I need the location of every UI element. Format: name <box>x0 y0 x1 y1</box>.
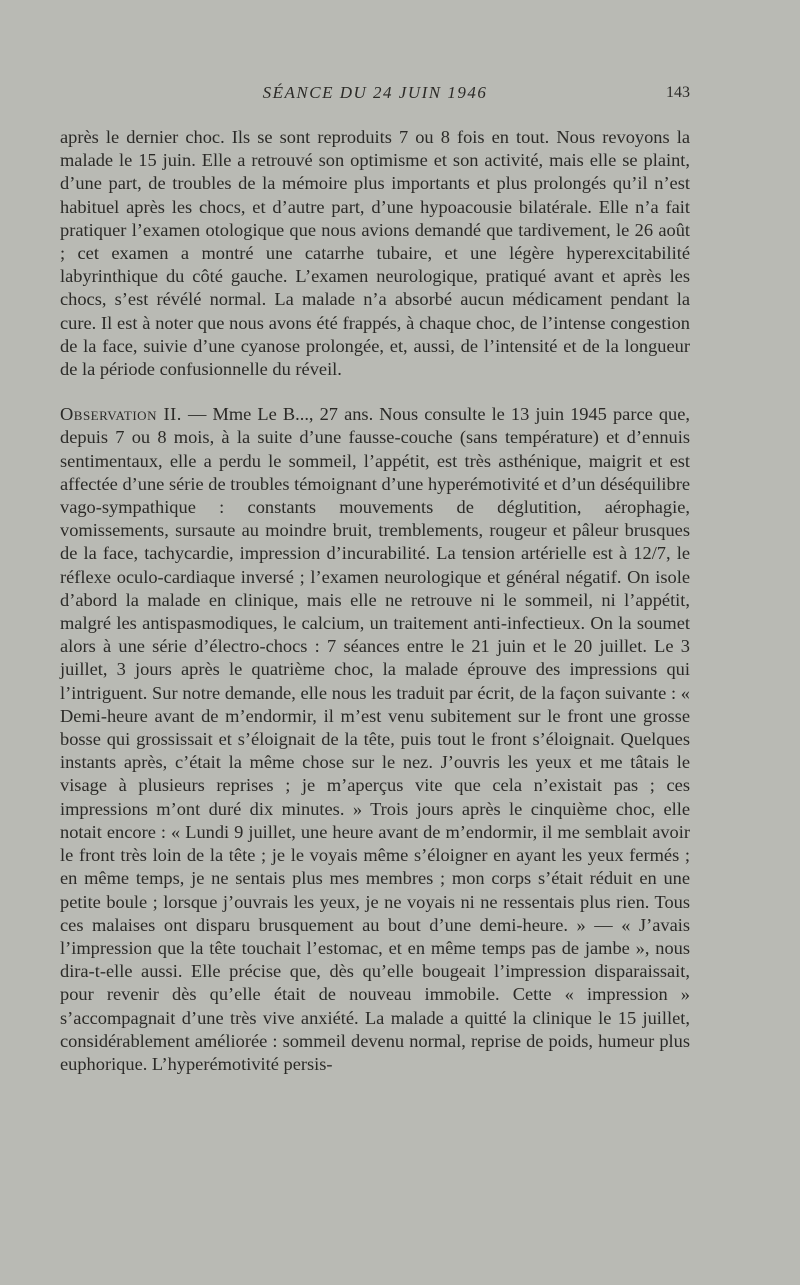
page-header <box>60 80 690 106</box>
page-number: 143 <box>666 84 690 101</box>
body-text <box>60 126 690 1076</box>
paragraph-continuation: après le dernier choc. Ils se sont reproduits 7 ou 8 fois en tout. Nous revoyons la malade le 15 juin. Elle a retrouvé son optimisme et son activité, mais elle se plaint, d’une part, de troubles de la mémoire plus importants et plus prolongés qu’il n’est habituel après les chocs, et d’autre part, d’une hypoacousie bilatérale. Elle n’a fait pratiquer l’examen otologique que nous avions demandé que tardivement, le 26 août ; cet examen a montré une catarrhe tubaire, et une légère hyperexcitabilité labyrinthique du côté gauche. L’examen neurologique, pratiqué avant et après les chocs, s’est révélé normal. La malade n’a absorbé aucun médicament pendant la cure. Il est à noter que nous avons été frappés, à chaque choc, de l’intense congestion de la face, suivie d’une cyanose prolongée, et, aussi, de l’intensité et de la longueur de la période confusionnelle du réveil. <box>60 127 690 380</box>
observation-label: Observation II. <box>60 404 182 425</box>
paragraph-observation-ii <box>60 403 690 1076</box>
running-title: SÉANCE DU 24 JUIN 1946 <box>262 83 488 102</box>
observation-text: — Mme Le B..., 27 ans. Nous consulte le 13 juin 1945 parce que, depuis 7 ou 8 mois, à la suite d’une fausse-couche (sans température) et d’ennuis sentimentaux, elle a perdu le sommeil, l’appétit, est très asthénique, maigrit et est affectée d’une série de troubles témoignant d’une hyperémotivité et d’un déséquilibre vago-sympathique : constants mouvements de déglutition, aérophagie, vomissements, sursaute au moindre bruit, tremblements, rougeur et pâleur brusques de la face, tachycardie, impression d’incurabilité. La tension artérielle est à 12/7, le réflexe oculo-cardiaque inversé ; l’examen neurologique et général négatif. On isole d’abord la malade en clinique, mais elle ne retrouve ni le sommeil, ni l’appétit, malgré les antispasmodiques, le calcium, un traitement anti-infectieux. On la soumet alors à une série d’électro-chocs : 7 séances entre le 21 juin et le 20 juillet. Le 3 juillet, 3 jours après le quatrième choc, la malade éprouve des impressions qui l’intriguent. Sur notre demande, elle nous les traduit par écrit, de la façon suivante : « Demi-heure avant de m’endormir, il m’est venu subitement sur le front une grosse bosse qui grossissait et s’éloignait de la tête, puis tout le front s’éloignait. Quelques instants après, c’était la même chose sur le nez. J’ouvris les yeux et me tâtais le visage à plusieurs reprises ; je m’aperçus vite que cela n’existait pas ; ces impressions m’ont duré dix minutes. » Trois jours après le cinquième choc, elle notait encore : « Lundi 9 juillet, une heure avant de m’endormir, il me semblait avoir le front très loin de la tête ; je le voyais même s’éloigner en ayant les yeux fermés ; en même temps, je ne sentais plus mes membres ; mon corps s’était réduit en une petite boule ; lorsque j’ouvrais les yeux, je ne voyais ni ne ressentais plus rien. Tous ces malaises ont disparu brusquement au bout d’une demi-heure. » — « J’avais l’impression que la tête touchait l’estomac, et en même temps pas de jambe », nous dira-t-elle aussi. Elle précise que, dès qu’elle bougeait l’impression disparaissait, pour revenir dès qu’elle était de nouveau immobile. Cette « impression » s’accompagnait d’une très vive anxiété. La malade a quitté la clinique le 15 juillet, considérablement améliorée : sommeil devenu normal, reprise de poids, humeur plus euphorique. L’hyperémotivité persis- <box>60 404 691 1074</box>
